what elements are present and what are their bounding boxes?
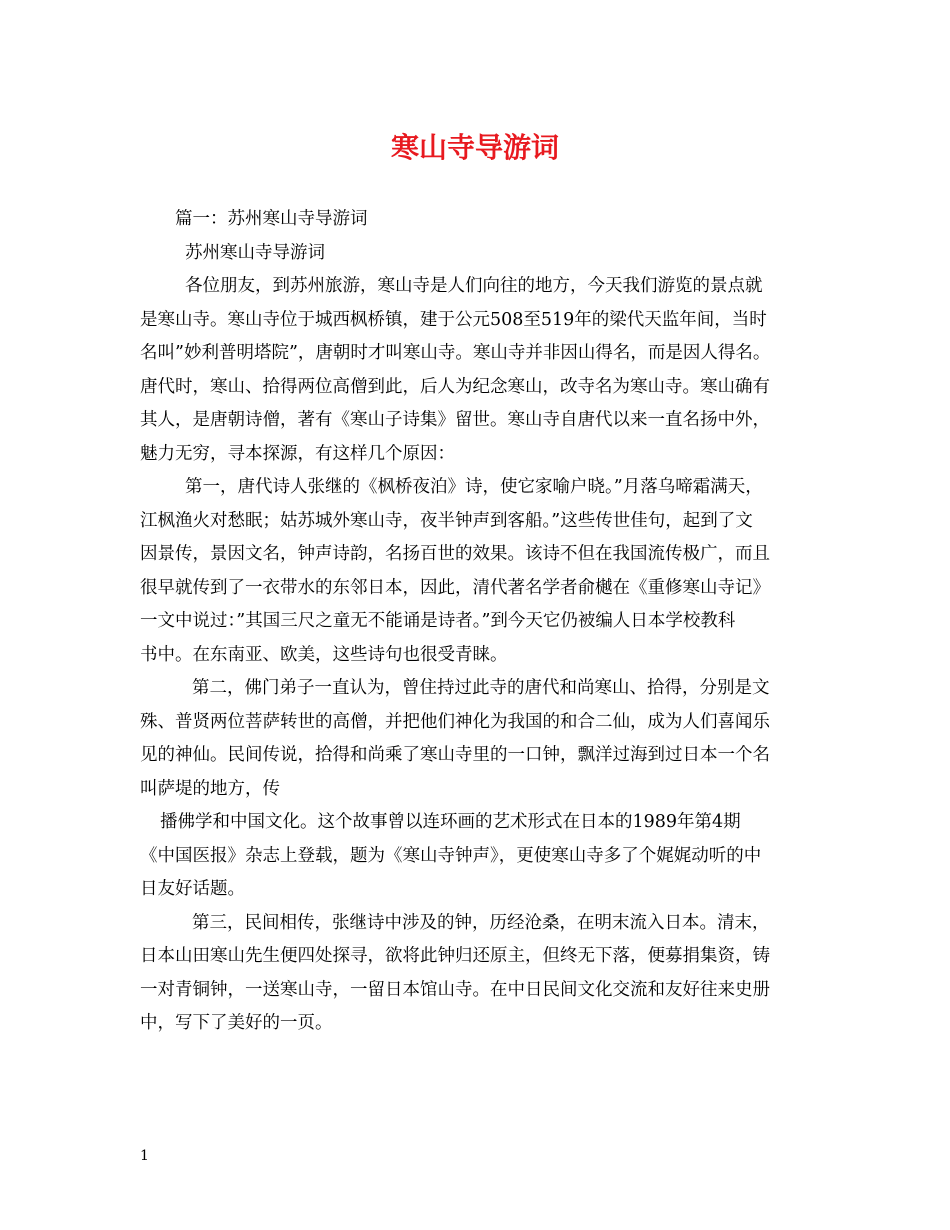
page-number: 1 — [140, 1148, 149, 1164]
text-line: 各位朋友，到苏州旅游，寒山寺是人们向往的地方，今天我们游览的景点就 — [185, 276, 763, 296]
text-line: 第三，民间相传，张继诗中涉及的钟，历经沧桑，在明末流入日本。清末， — [192, 912, 770, 933]
text-line: 日本山田寒山先生便四处探寻，欲将此钟归还原主，但终无下落，便募捐集资，铸 — [140, 946, 770, 966]
text-line: 第一，唐代诗人张继的《枫桥夜泊》诗，使它家喻户晓。”月落乌啼霜满天， — [185, 477, 763, 497]
text-line: 其人，是唐朝诗僧，著有《寒山子诗集》留世。寒山寺自唐代以来一直名扬中外， — [140, 410, 770, 430]
text-line: 魅力无穷，寻本探源，有这样几个原因： — [140, 443, 455, 464]
text-line: 名叫”妙利普明塔院”，唐朝时才叫寒山寺。寒山寺并非因山得名，而是因人得名。 — [140, 343, 771, 363]
text-line: 叫萨堤的地方，传 — [140, 778, 280, 799]
text-line: 日友好话题。 — [140, 879, 245, 899]
text-line: 播佛学和中国文化。这个故事曾以连环画的艺术形式在日本的1989年第4期 — [160, 812, 741, 832]
document-body — [140, 203, 820, 1041]
text-line: 第二，佛门弟子一直认为，曾住持过此寺的唐代和尚寒山、拾得，分别是文 — [192, 678, 770, 698]
text-line: 是寒山寺。寒山寺位于城西枫桥镇，建于公元508至519年的梁代天监年间，当时 — [140, 309, 767, 330]
text-line: 篇一：苏州寒山寺导游词 — [175, 209, 368, 229]
text-line: 一文中说过：”其国三尺之童无不能诵是诗者。”到今天它仍被编人日本学校教科 — [140, 611, 736, 631]
text-line: 唐代时，寒山、拾得两位高僧到此，后人为纪念寒山，改寺名为寒山寺。寒山确有 — [140, 376, 770, 397]
text-line: 《中国医报》杂志上登载，题为《寒山寺钟声》，更使寒山寺多了个娓娓动听的中 — [140, 845, 762, 866]
text-line: 苏州寒山寺导游词 — [185, 242, 325, 263]
text-line: 江枫渔火对愁眠；姑苏城外寒山寺，夜半钟声到客船。”这些传世佳句，起到了文 — [140, 510, 753, 531]
text-line: 见的神仙。民间传说，拾得和尚乘了寒山寺里的一口钟，飘洋过海到过日本一个名 — [140, 745, 770, 765]
text-line: 一对青铜钟，一送寒山寺，一留日本馆山寺。在中日民间文化交流和友好往来史册 — [140, 979, 770, 1000]
text-line: 因景传，景因文名，钟声诗韵，名扬百世的效果。该诗不但在我国流传极广，而且 — [140, 544, 770, 564]
text-line: 很早就传到了一衣带水的东邻日本，因此，清代著名学者俞樾在《重修寒山寺记》 — [140, 577, 770, 598]
text-line: 中，写下了美好的一页。 — [140, 1013, 333, 1033]
document-title: 寒山寺导游词 — [390, 131, 559, 164]
text-line: 书中。在东南亚、欧美，这些诗句也很受青睐。 — [140, 644, 508, 665]
text-line: 殊、普贤两位菩萨转世的高僧，并把他们神化为我国的和合二仙，成为人们喜闻乐 — [140, 711, 770, 732]
